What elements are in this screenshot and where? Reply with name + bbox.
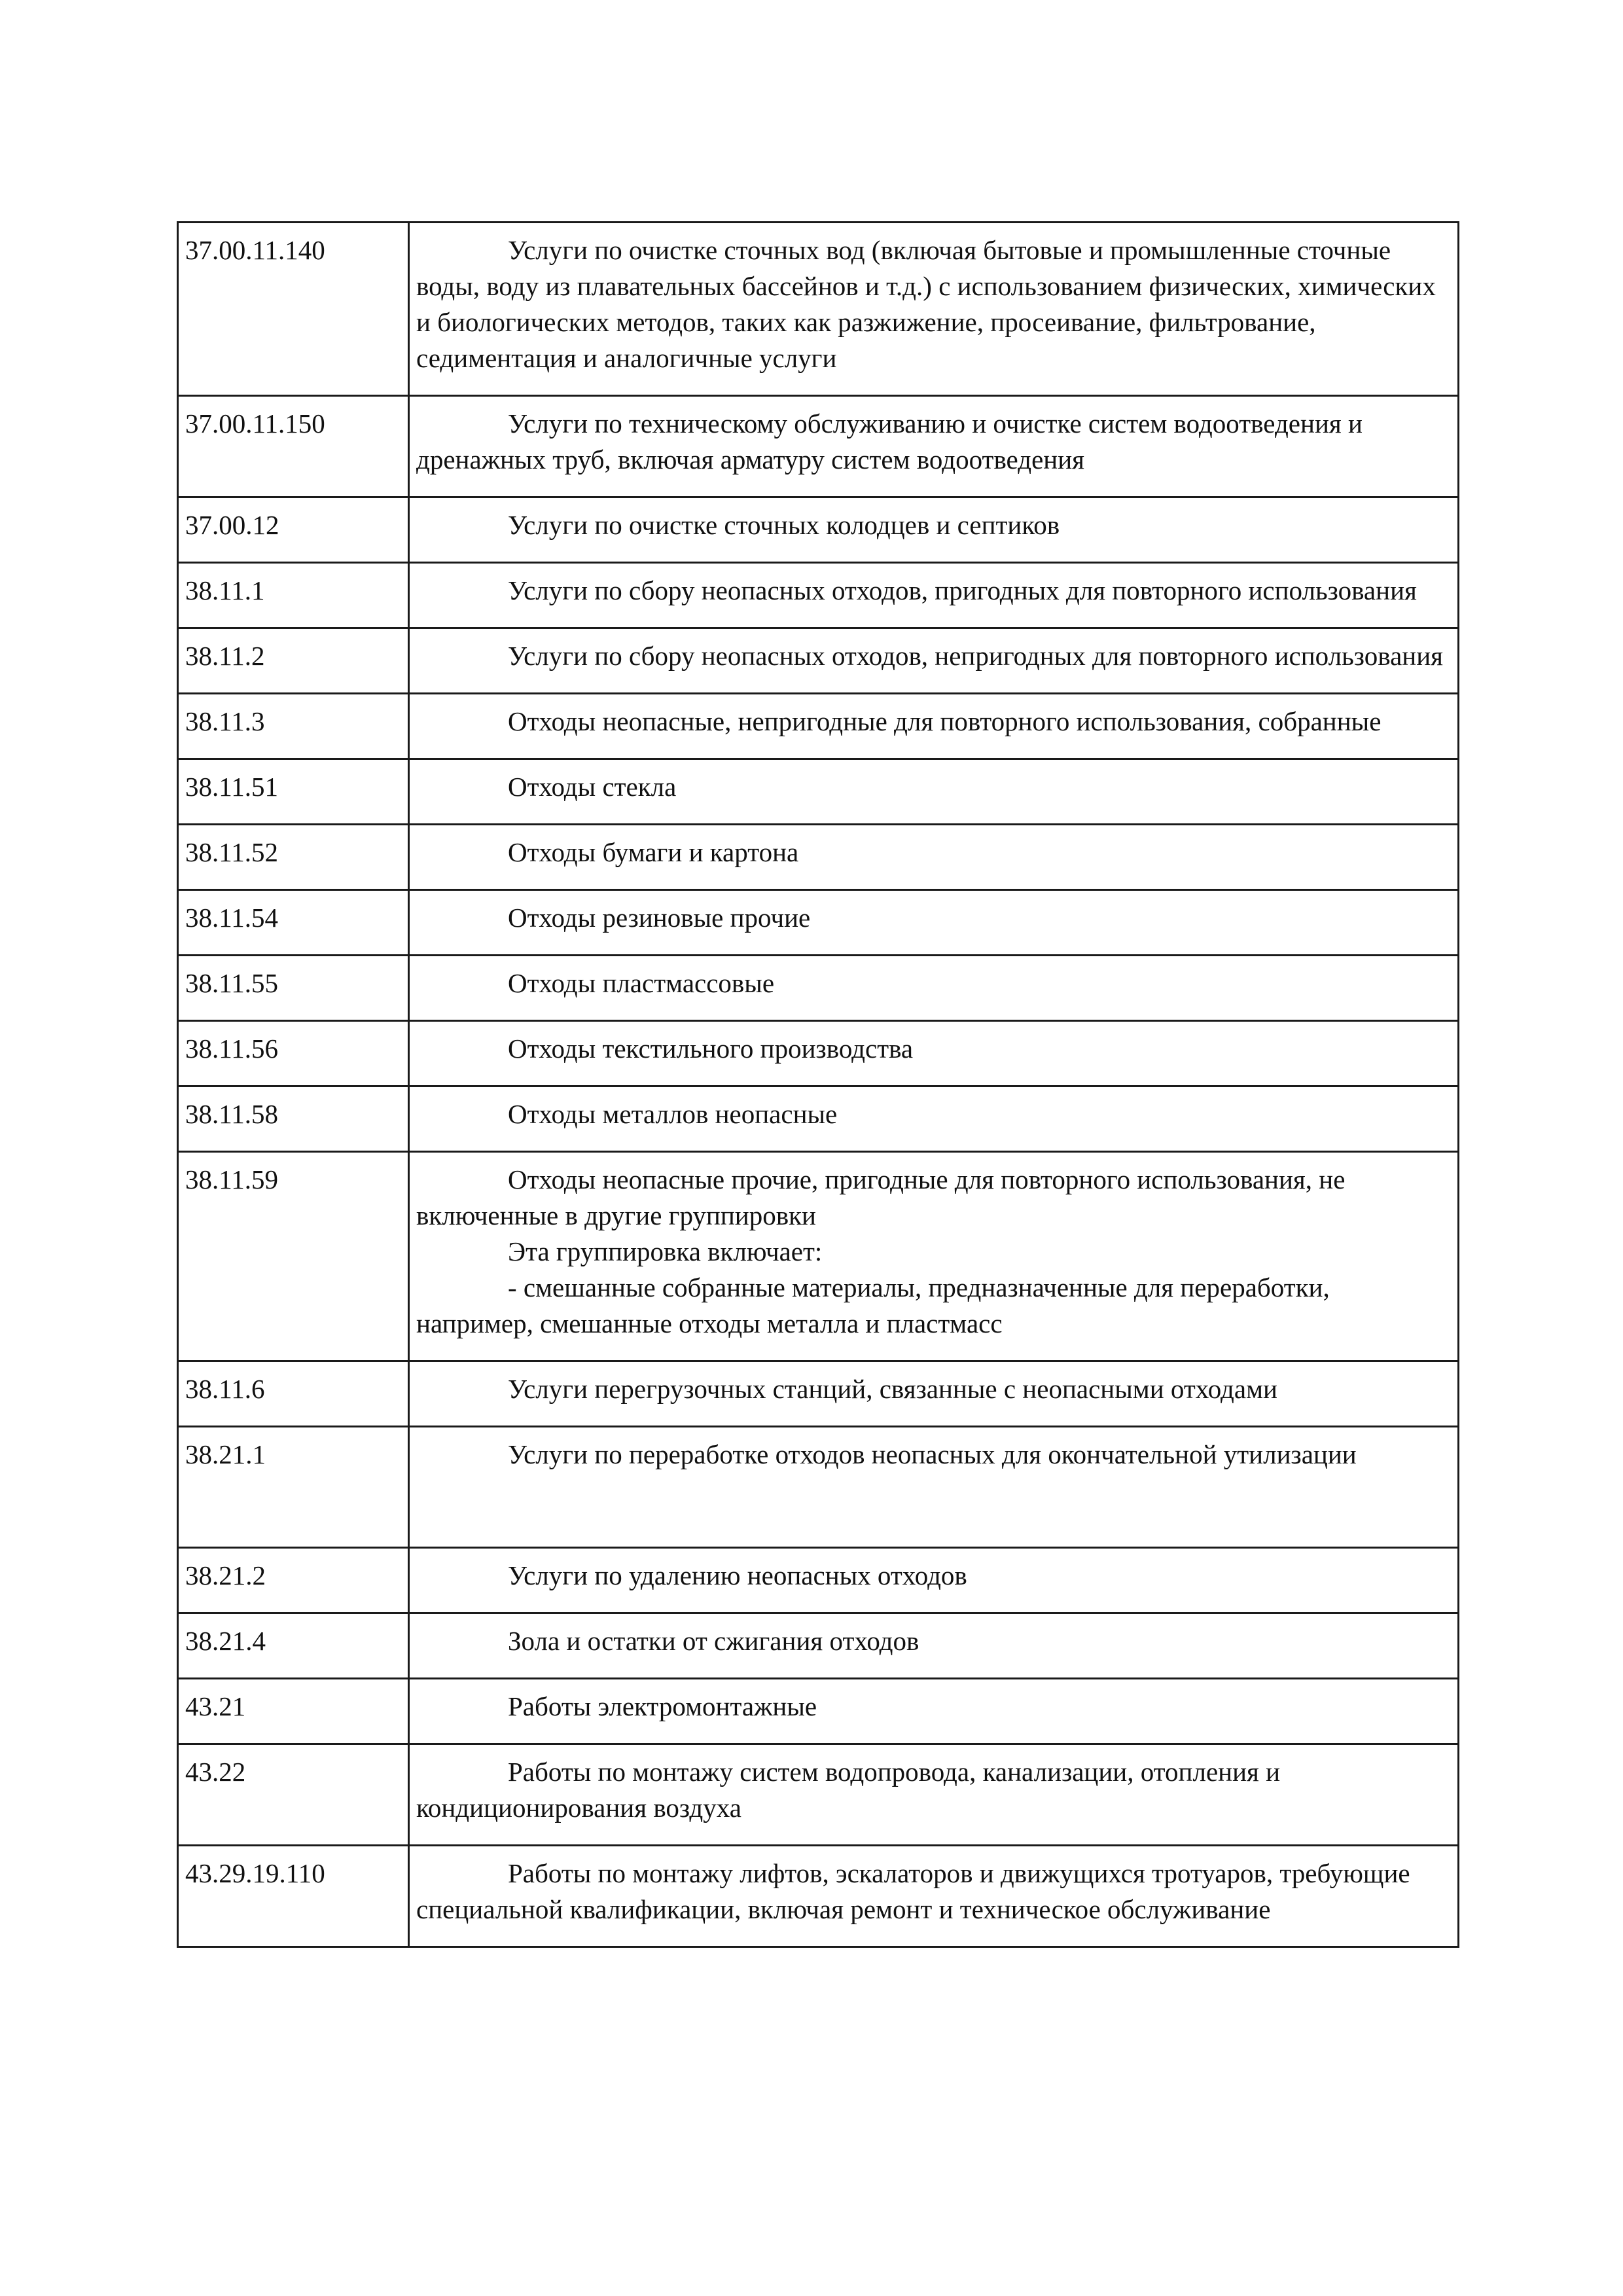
row-code: 37.00.11.150 — [178, 396, 409, 497]
row-code: 38.11.3 — [178, 694, 409, 759]
row-description — [409, 396, 1459, 497]
row-description — [409, 1021, 1459, 1086]
row-description — [409, 759, 1459, 825]
table-row — [178, 497, 1459, 563]
row-description — [409, 890, 1459, 956]
row-description — [409, 694, 1459, 759]
row-description — [409, 1744, 1459, 1846]
table-row — [178, 759, 1459, 825]
row-description — [409, 1361, 1459, 1427]
row-description — [409, 628, 1459, 694]
table-row — [178, 1427, 1459, 1548]
table-row — [178, 1846, 1459, 1947]
row-code: 38.11.52 — [178, 825, 409, 890]
table-row — [178, 890, 1459, 956]
table-row — [178, 563, 1459, 628]
description-line: Отходы неопасные прочие, пригодные для повторного использования, не включенные в другие группировки — [416, 1164, 1346, 1230]
row-code: 38.11.1 — [178, 563, 409, 628]
description-line: Отходы пластмассовые — [508, 968, 775, 998]
row-code: 38.21.2 — [178, 1548, 409, 1613]
description-line: Услуги по техническому обслуживанию и очистке систем водоотведения и дренажных труб, включая арматуру систем водоотведения — [416, 408, 1363, 475]
description-line: Отходы неопасные, непригодные для повторного использования, собранные — [508, 706, 1382, 736]
row-description — [409, 497, 1459, 563]
description-line: Услуги перегрузочных станций, связанные с неопасными отходами — [508, 1374, 1277, 1404]
description-line: Отходы металлов неопасные — [508, 1099, 838, 1129]
row-code: 38.11.58 — [178, 1086, 409, 1152]
table-row — [178, 396, 1459, 497]
table-row — [178, 628, 1459, 694]
table-row — [178, 1679, 1459, 1744]
row-code: 43.21 — [178, 1679, 409, 1744]
description-line: Эта группировка включает: — [508, 1236, 823, 1266]
row-description — [409, 1548, 1459, 1613]
table-row — [178, 1744, 1459, 1846]
description-line: Работы по монтажу систем водопровода, канализации, отопления и кондиционирования воздуха — [416, 1757, 1281, 1823]
row-description — [409, 825, 1459, 890]
row-description — [409, 563, 1459, 628]
row-code: 38.11.6 — [178, 1361, 409, 1427]
row-code: 43.29.19.110 — [178, 1846, 409, 1947]
description-line: Услуги по удалению неопасных отходов — [508, 1560, 967, 1590]
table-row — [178, 1152, 1459, 1361]
table-row — [178, 1613, 1459, 1679]
row-description — [409, 1152, 1459, 1361]
table-row — [178, 1086, 1459, 1152]
row-code: 38.11.59 — [178, 1152, 409, 1361]
description-line: Зола и остатки от сжигания отходов — [508, 1626, 919, 1656]
row-code: 38.11.55 — [178, 956, 409, 1021]
description-line: Работы по монтажу лифтов, эскалаторов и движущихся тротуаров, требующие специальной квалификации, включая ремонт и техническое обслуживание — [416, 1858, 1410, 1924]
row-description — [409, 1846, 1459, 1947]
row-code: 38.21.1 — [178, 1427, 409, 1548]
row-code: 38.21.4 — [178, 1613, 409, 1679]
row-description — [409, 223, 1459, 396]
row-code: 38.11.51 — [178, 759, 409, 825]
row-description — [409, 1613, 1459, 1679]
description-line: Услуги по переработке отходов неопасных для окончательной утилизации — [508, 1439, 1357, 1469]
table-row — [178, 1361, 1459, 1427]
row-code: 38.11.2 — [178, 628, 409, 694]
description-line: Отходы стекла — [508, 772, 677, 802]
table-row — [178, 825, 1459, 890]
row-code: 37.00.11.140 — [178, 223, 409, 396]
description-line: Услуги по сбору неопасных отходов, непригодных для повторного использования — [508, 641, 1444, 671]
description-line: Услуги по очистке сточных вод (включая бытовые и промышленные сточные воды, воду из плавательных бассейнов и т.д.) с использованием физических, химических и биологических методов, таких как разжижение, просеивание, фильтрование, седиментация и аналогичные услуги — [416, 235, 1436, 373]
table-row — [178, 223, 1459, 396]
table-row — [178, 1021, 1459, 1086]
description-line: Отходы текстильного производства — [508, 1033, 914, 1064]
row-code: 43.22 — [178, 1744, 409, 1846]
description-line: Отходы резиновые прочие — [508, 903, 811, 933]
description-line: - смешанные собранные материалы, предназначенные для переработки, например, смешанные отходы металла и пластмасс — [416, 1272, 1330, 1338]
description-line: Работы электромонтажные — [508, 1691, 817, 1721]
row-code: 38.11.54 — [178, 890, 409, 956]
row-description — [409, 1086, 1459, 1152]
table-row — [178, 1548, 1459, 1613]
row-code: 38.11.56 — [178, 1021, 409, 1086]
table-row — [178, 694, 1459, 759]
row-code: 37.00.12 — [178, 497, 409, 563]
table-row — [178, 956, 1459, 1021]
classifier-table — [177, 221, 1459, 1948]
description-line: Услуги по сбору неопасных отходов, пригодных для повторного использования — [508, 575, 1417, 605]
row-description — [409, 1679, 1459, 1744]
description-line: Отходы бумаги и картона — [508, 837, 799, 867]
row-description — [409, 1427, 1459, 1548]
description-line: Услуги по очистке сточных колодцев и септиков — [508, 510, 1060, 540]
row-description — [409, 956, 1459, 1021]
